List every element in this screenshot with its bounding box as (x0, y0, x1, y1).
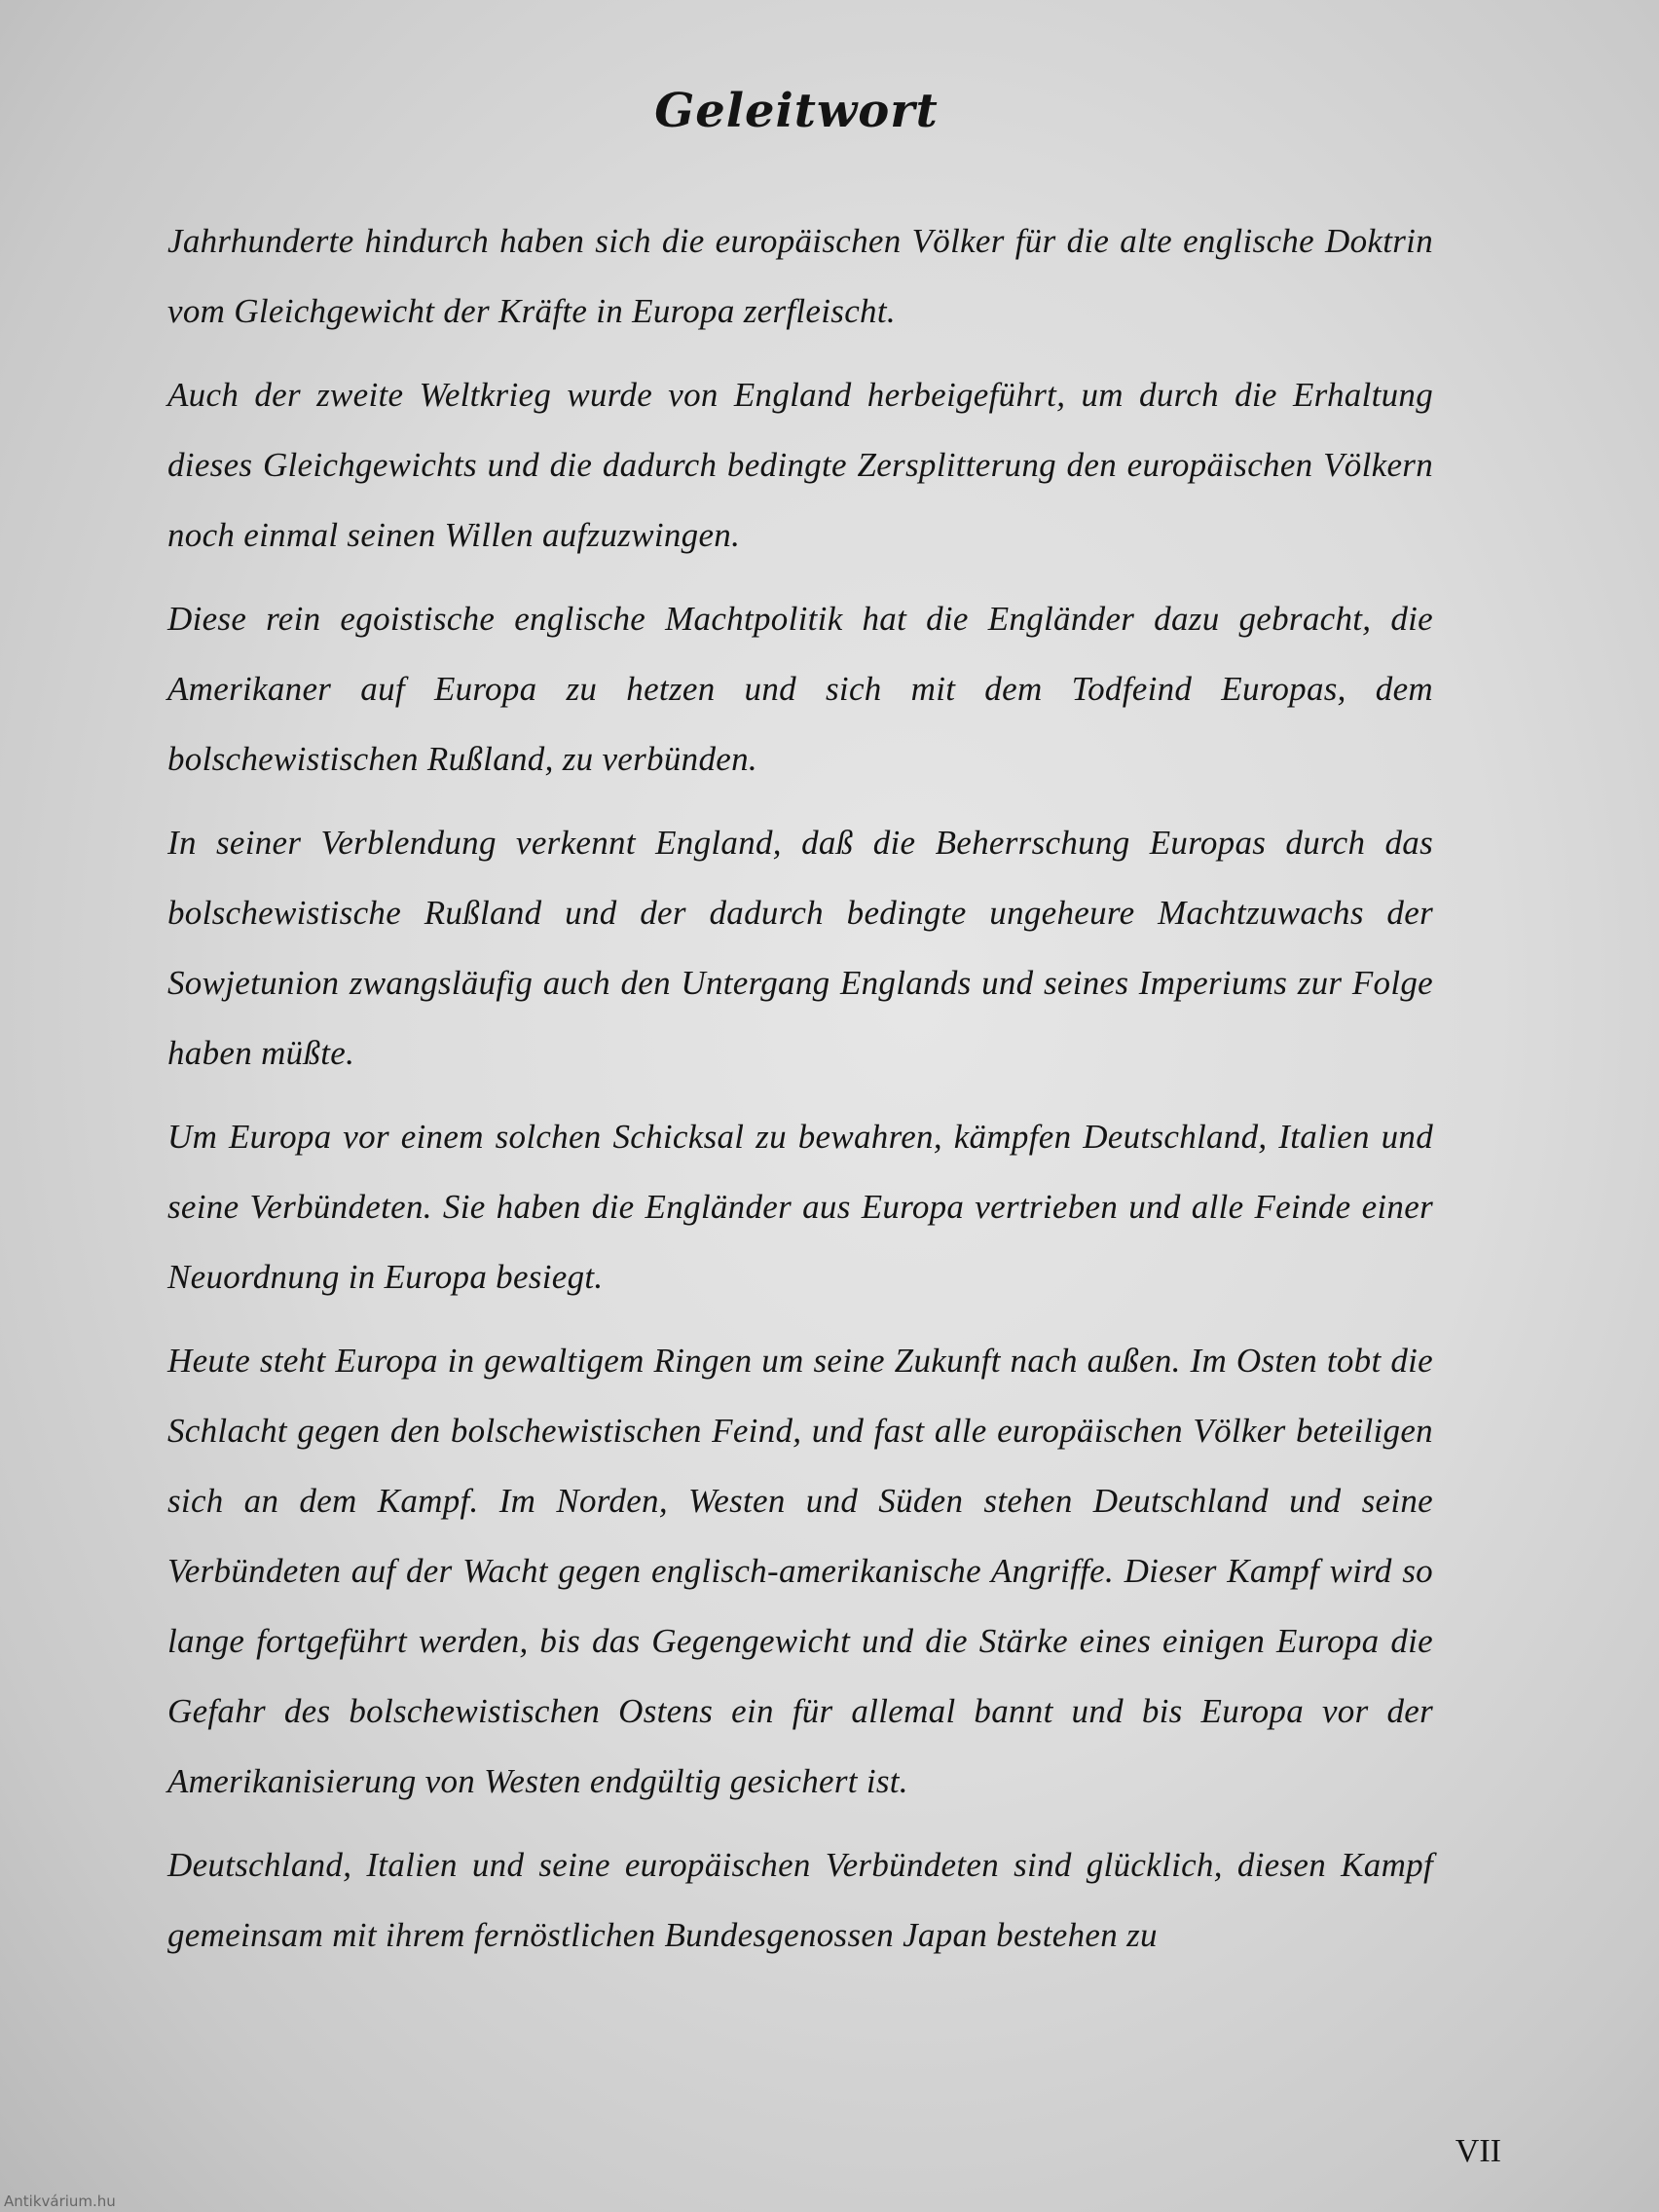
paragraph-6: Heute steht Europa in gewaltigem Ringen um seine Zukunft nach außen. Im Osten tobt die Schlacht gegen den bolschewistischen Feind, und fast alle europäischen Völker beteiligen sich an dem Kampf. Im Norden, Westen und Süden stehen Deutschland und seine Verbündeten auf der Wacht gegen englisch-amerikanische Angriffe. Dieser Kampf wird so lange fortgeführt werden, bis das Gegengewicht und die Stärke eines einigen Europa die Gefahr des bolschewistischen Ostens ein für allemal bannt und bis Europa vor der Amerikanisierung von Westen endgültig gesichert ist. (167, 1342, 1433, 1800)
paragraph-3: Diese rein egoistische englische Machtpolitik hat die Engländer dazu gebracht, die Amerikaner auf Europa zu hetzen und sich mit dem Todfeind Europas, dem bolschewistischen Rußland, zu verbünden. (167, 600, 1433, 778)
paragraph-2: Auch der zweite Weltkrieg wurde von England herbeigeführt, um durch die Erhaltung dieses Gleichgewichts und die dadurch bedingte Zersplitterung den europäischen Völkern noch einmal seinen Willen aufzuzwingen. (167, 376, 1433, 554)
page-number: VII (1455, 2133, 1501, 2169)
watermark: Antikvárium.hu (4, 2193, 116, 2210)
page-title: Geleitwort (654, 84, 939, 138)
body-text (167, 206, 1433, 1984)
paragraph-7: Deutschland, Italien und seine europäischen Verbündeten sind glücklich, diesen Kampf gemeinsam mit ihrem fernöstlichen Bundesgenossen Japan bestehen zu (167, 1846, 1433, 1954)
paragraph-1: Jahrhunderte hindurch haben sich die europäischen Völker für die alte englische Doktrin vom Gleichgewicht der Kräfte in Europa zerfleischt. (167, 222, 1433, 330)
paragraph-5: Um Europa vor einem solchen Schicksal zu bewahren, kämpfen Deutschland, Italien und seine Verbündeten. Sie haben die Engländer aus Europa vertrieben und alle Feinde einer Neuordnung in Europa besiegt. (167, 1118, 1433, 1296)
paragraph-4: In seiner Verblendung verkennt England, daß die Beherrschung Europas durch das bolschewistische Rußland und der dadurch bedingte ungeheure Machtzuwachs der Sowjetunion zwangsläufig auch den Untergang Englands und seines Imperiums zur Folge haben müßte. (167, 824, 1433, 1072)
